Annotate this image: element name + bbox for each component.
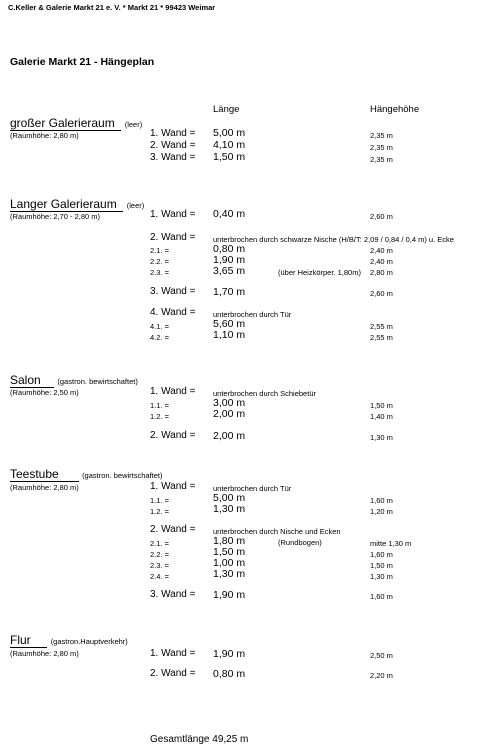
room-name: Langer Galerieraum (10, 197, 117, 211)
wall-length: 5,00 m (213, 127, 246, 139)
hanging-height: 2,60 m (370, 212, 393, 221)
wall-description: unterbrochen durch Tür (213, 484, 292, 493)
wall-label: 2.3. = (150, 561, 169, 570)
column-header-length: Länge (213, 104, 240, 115)
wall-label: 2. Wand = (150, 524, 196, 535)
room-note: (leer) (124, 120, 143, 129)
wall-label: 1.1. = (150, 401, 169, 410)
wall-length: 0,40 m (213, 208, 246, 220)
wall-label: 2. Wand = (150, 668, 196, 679)
hanging-height: 2,40 m (370, 257, 393, 266)
wall-extra-note: (über Heizkörper. 1,80m) (278, 268, 361, 277)
wall-label: 4.2. = (150, 333, 169, 342)
room-note: (gastron. bewirtschaftet) (57, 377, 138, 386)
wall-label: 1.1. = (150, 496, 169, 505)
wall-label: 1. Wand = (150, 128, 196, 139)
wall-description: unterbrochen durch schwarze Nische (H/B/T: 2,09 / 0,84 / 0,4 m) u. Ecke (213, 235, 454, 244)
room-note: (gastron. bewirtschaftet) (82, 471, 163, 480)
wall-label: 1. Wand = (150, 209, 196, 220)
hanging-height: mitte 1,30 m (370, 539, 412, 548)
room-title (10, 373, 138, 388)
wall-length: 5,60 m (213, 318, 246, 330)
wall-length: 1,50 m (213, 151, 246, 163)
wall-length: 2,00 m (213, 430, 246, 442)
room-height-note: (Raumhöhe: 2,70 - 2,80 m) (10, 212, 101, 221)
wall-label: 2.2. = (150, 550, 169, 559)
hanging-height: 2,35 m (370, 143, 393, 152)
wall-length: 1,80 m (213, 535, 246, 547)
room-name: Teestube (10, 467, 59, 481)
hanging-height: 2,80 m (370, 268, 393, 277)
room-title (10, 633, 128, 648)
wall-label: 3. Wand = (150, 286, 196, 297)
hanging-height: 1,40 m (370, 412, 393, 421)
room-title (10, 116, 142, 131)
hanging-height: 2,50 m (370, 651, 393, 660)
room-height-note: (Raumhöhe: 2,50 m) (10, 388, 79, 397)
hanging-height: 2,55 m (370, 322, 393, 331)
wall-description: unterbrochen durch Nische und Ecken (213, 527, 341, 536)
hanging-height: 2,40 m (370, 246, 393, 255)
wall-length: 4,10 m (213, 139, 246, 151)
room-name: großer Galerieraum (10, 116, 115, 130)
total-length: Gesamtlänge 49,25 m (150, 734, 249, 745)
room-note: (leer) (126, 201, 145, 210)
hanging-height: 2,55 m (370, 333, 393, 342)
wall-label: 1.2. = (150, 507, 169, 516)
hanging-height: 2,20 m (370, 671, 393, 680)
hanging-height: 2,35 m (370, 155, 393, 164)
wall-label: 1. Wand = (150, 386, 196, 397)
hanging-height: 1,60 m (370, 592, 393, 601)
wall-length: 5,00 m (213, 492, 246, 504)
hanging-height: 2,60 m (370, 289, 393, 298)
wall-label: 2.1. = (150, 539, 169, 548)
wall-description: unterbrochen durch Tür (213, 310, 292, 319)
wall-label: 2.4. = (150, 572, 169, 581)
page-title: Galerie Markt 21 - Hängeplan (10, 56, 155, 68)
page-header: C.Keller & Galerie Markt 21 e. V. * Markt 21 * 99423 Weimar (8, 3, 216, 12)
wall-label: 1. Wand = (150, 648, 196, 659)
room-name: Salon (10, 373, 41, 387)
wall-length: 1,30 m (213, 503, 246, 515)
wall-description: unterbrochen durch Schiebetür (213, 389, 316, 398)
hanging-height: 1,50 m (370, 401, 393, 410)
wall-length: 1,90 m (213, 648, 246, 660)
hanging-height: 1,60 m (370, 496, 393, 505)
wall-length: 0,80 m (213, 243, 246, 255)
wall-label: 2. Wand = (150, 232, 196, 243)
wall-length: 1,30 m (213, 568, 246, 580)
wall-label: 2.1. = (150, 246, 169, 255)
room-title (10, 467, 163, 482)
wall-length: 3,00 m (213, 397, 246, 409)
wall-length: 1,00 m (213, 557, 246, 569)
room-name: Flur (10, 633, 31, 647)
column-header-height: Hängehöhe (370, 104, 420, 115)
room-title (10, 197, 144, 212)
wall-length: 2,00 m (213, 408, 246, 420)
hanging-height: 1,30 m (370, 433, 393, 442)
wall-label: 2. Wand = (150, 140, 196, 151)
hanging-height: 1,50 m (370, 561, 393, 570)
room-height-note: (Raumhöhe: 2,80 m) (10, 483, 79, 492)
wall-label: 3. Wand = (150, 589, 196, 600)
wall-label: 2.3. = (150, 268, 169, 277)
wall-length: 1,70 m (213, 286, 246, 298)
wall-label: 3. Wand = (150, 152, 196, 163)
wall-label: 2. Wand = (150, 430, 196, 441)
wall-label: 1.2. = (150, 412, 169, 421)
wall-length: 1,90 m (213, 589, 246, 601)
hanging-height: 1,60 m (370, 550, 393, 559)
wall-extra-note: (Rundbogen) (278, 538, 322, 547)
wall-length: 3,65 m (213, 265, 246, 277)
wall-length: 1,90 m (213, 254, 246, 266)
room-height-note: (Raumhöhe: 2,80 m) (10, 649, 79, 658)
hanging-height: 2,35 m (370, 131, 393, 140)
wall-label: 1. Wand = (150, 481, 196, 492)
hanging-height: 1,30 m (370, 572, 393, 581)
wall-length: 1,50 m (213, 546, 246, 558)
hanging-height: 1,20 m (370, 507, 393, 516)
wall-label: 2.2. = (150, 257, 169, 266)
wall-length: 1,10 m (213, 329, 246, 341)
room-height-note: (Raumhöhe: 2,80 m) (10, 131, 79, 140)
room-note: (gastron.Hauptverkehr) (50, 637, 128, 646)
wall-label: 4.1. = (150, 322, 169, 331)
wall-label: 4. Wand = (150, 307, 196, 318)
wall-length: 0,80 m (213, 668, 246, 680)
